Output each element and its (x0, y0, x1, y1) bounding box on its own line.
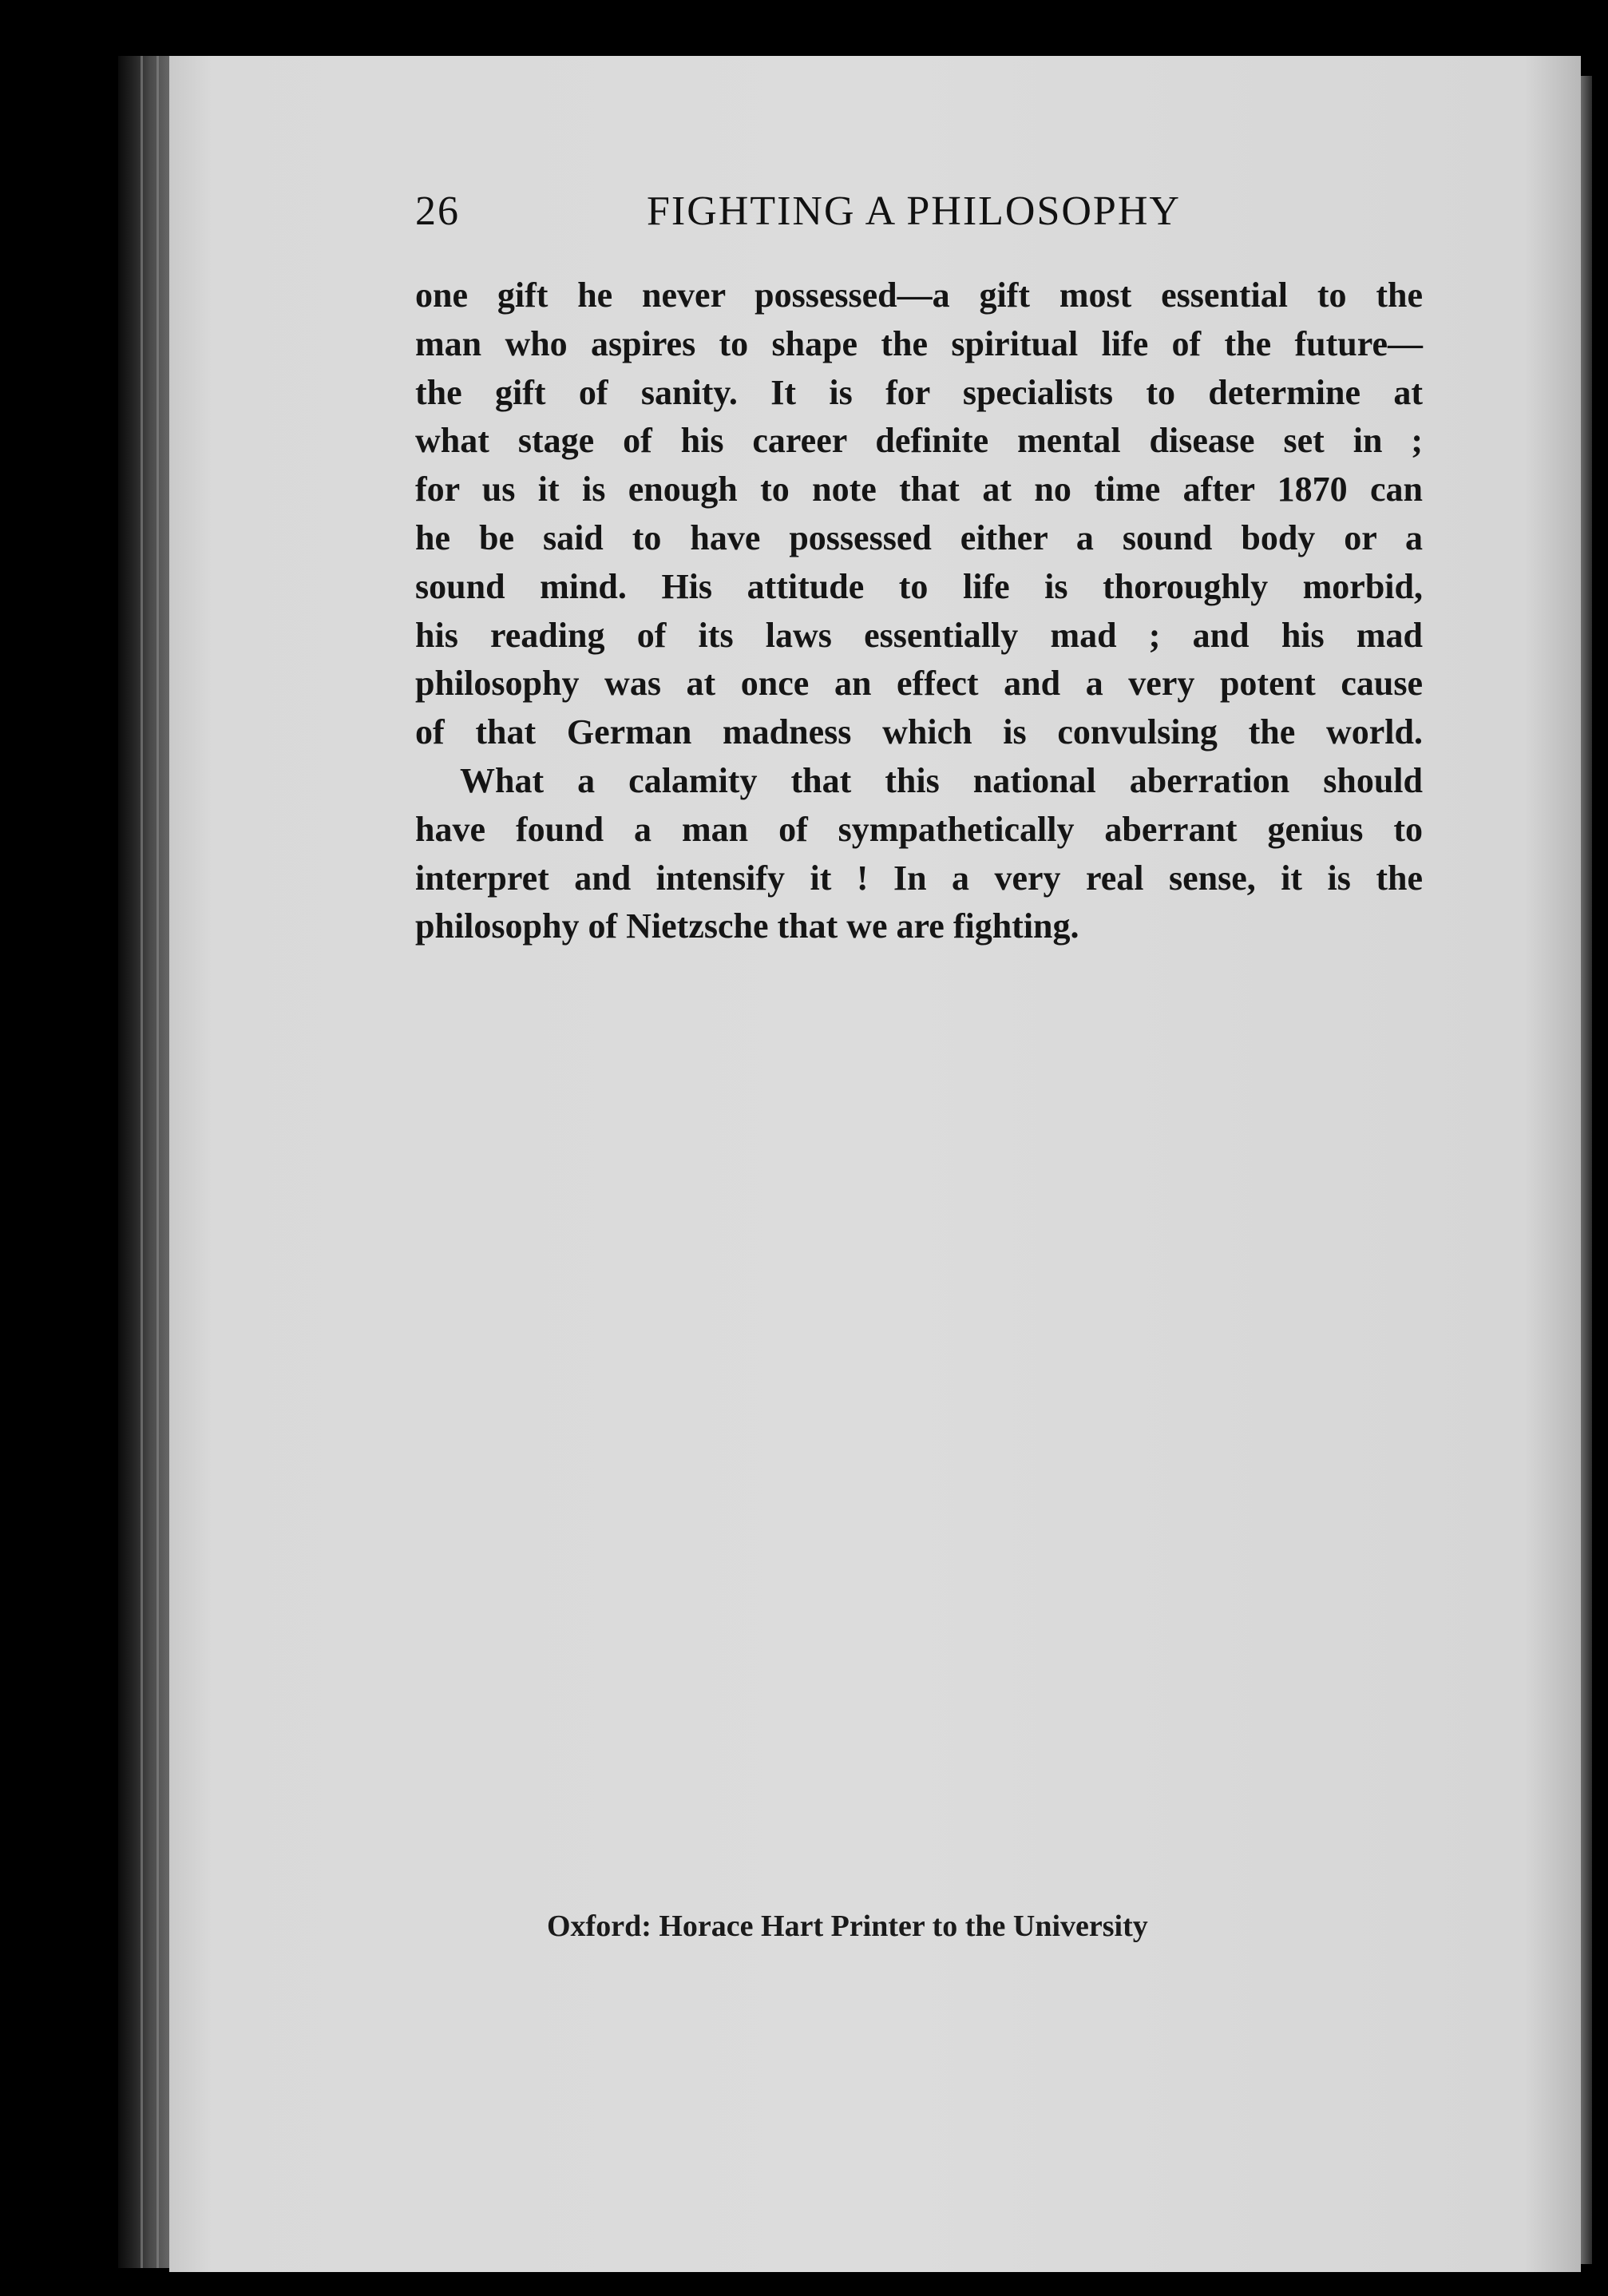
page-edge (1581, 76, 1592, 2264)
printer-imprint: Oxford: Horace Hart Printer to the University (547, 1909, 1148, 1943)
text-line: the gift of sanity. It is for specialists to determine at (415, 372, 1423, 412)
running-title: FIGHTING A PHILOSOPHY (647, 188, 1181, 234)
text-line: he be said to have possessed either a sound body or a (415, 517, 1423, 557)
page-number: 26 (415, 188, 460, 234)
text-line: interpret and intensify it ! In a very real sense, it is the (415, 858, 1423, 898)
book-spine (118, 56, 172, 2268)
spine-line (141, 56, 143, 2268)
text-line: of that German madness which is convulsing the world. (415, 712, 1423, 752)
text-line: have found a man of sympathetically aberrant genius to (415, 809, 1423, 849)
text-line: philosophy of Nietzsche that we are fighting. (415, 906, 1079, 946)
spine-line (156, 56, 159, 2268)
text-line: his reading of its laws essentially mad ; and his mad (415, 615, 1423, 655)
text-line: for us it is enough to note that at no time after 1870 can (415, 470, 1423, 510)
text-line: What a calamity that this national aberration should (460, 760, 1423, 800)
text-line: sound mind. His attitude to life is thoroughly morbid, (415, 566, 1423, 606)
body-text (415, 272, 1423, 951)
text-line: philosophy was at once an effect and a very potent cause (415, 664, 1423, 704)
text-line: man who aspires to shape the spiritual life of the future— (415, 323, 1423, 363)
text-line: what stage of his career definite mental disease set in ; (415, 421, 1423, 461)
text-line: one gift he never possessed—a gift most essential to the (415, 276, 1423, 315)
